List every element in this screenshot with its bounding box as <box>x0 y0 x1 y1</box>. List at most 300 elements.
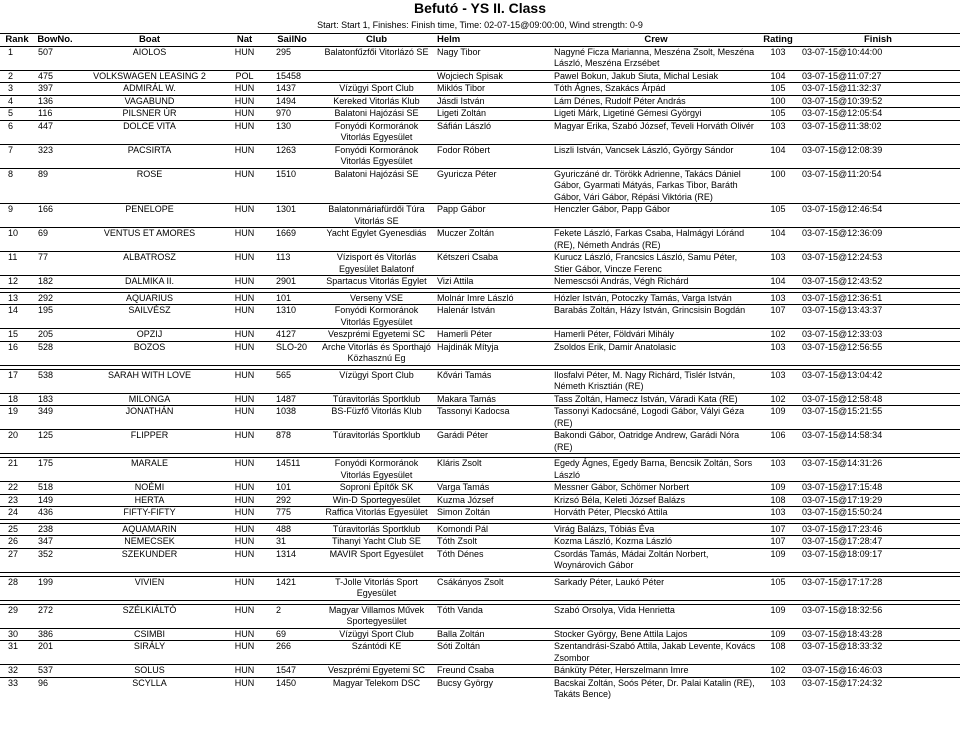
nat-cell: HUN <box>223 46 266 70</box>
bowno-cell: 69 <box>34 228 76 252</box>
club-cell: Magyar Telekom DSC <box>318 677 435 701</box>
sailno-cell: 1487 <box>266 393 318 406</box>
bowno-cell: 89 <box>34 168 76 204</box>
finish-cell: 03-07-15@12:33:03 <box>796 329 960 342</box>
bowno-cell: 116 <box>34 108 76 121</box>
table-row <box>0 576 960 600</box>
rating-cell: 102 <box>760 665 796 678</box>
col-header-rating: Rating <box>760 34 796 47</box>
finish-cell: 03-07-15@12:08:39 <box>796 144 960 168</box>
rank-cell: 33 <box>0 677 34 701</box>
rating-cell: 105 <box>760 576 796 600</box>
sailno-cell: 15458 <box>266 70 318 83</box>
helm-cell: Tassonyi Kadocsa <box>435 406 552 430</box>
table-row <box>0 292 960 305</box>
bowno-cell: 199 <box>34 576 76 600</box>
rank-cell: 5 <box>0 108 34 121</box>
rating-cell: 104 <box>760 228 796 252</box>
club-cell: Túravitorlás Sportklub <box>318 393 435 406</box>
nat-cell: HUN <box>223 144 266 168</box>
crew-cell: Nagyné Ficza Marianna, Meszéna Zsolt, Meszéna László, Meszéna Erzsébet <box>552 46 760 70</box>
bowno-cell: 166 <box>34 204 76 228</box>
table-row <box>0 228 960 252</box>
finish-cell: 03-07-15@15:50:24 <box>796 507 960 520</box>
crew-cell: Virág Balázs, Tóbiás Éva <box>552 523 760 536</box>
nat-cell: HUN <box>223 120 266 144</box>
club-cell: Veszprémi Egyetemi SC <box>318 665 435 678</box>
crew-cell: Bánküty Péter, Herszelmann Imre <box>552 665 760 678</box>
rating-cell: 103 <box>760 677 796 701</box>
crew-cell: Szentandrási-Szabó Attila, Jakab Levente, Kovács Zsombor <box>552 641 760 665</box>
rank-cell: 15 <box>0 329 34 342</box>
rank-cell: 10 <box>0 228 34 252</box>
finish-cell: 03-07-15@11:07:27 <box>796 70 960 83</box>
col-header-finish: Finish <box>796 34 960 47</box>
rating-cell: 103 <box>760 458 796 482</box>
bowno-cell: 528 <box>34 341 76 365</box>
crew-cell: Ilosfalvi Péter, M. Nagy Richárd, Tislér István, Németh Krisztián (RE) <box>552 369 760 393</box>
nat-cell: HUN <box>223 305 266 329</box>
bowno-cell: 183 <box>34 393 76 406</box>
sailno-cell: 775 <box>266 507 318 520</box>
table-row <box>0 494 960 507</box>
crew-cell: Pawel Bokun, Jakub Siuta, Michal Lesiak <box>552 70 760 83</box>
table-row <box>0 108 960 121</box>
rating-cell: 103 <box>760 341 796 365</box>
nat-cell: HUN <box>223 494 266 507</box>
helm-cell: Komondi Pál <box>435 523 552 536</box>
helm-cell: Bucsy György <box>435 677 552 701</box>
helm-cell: Nagy Tibor <box>435 46 552 70</box>
club-cell: Balatoni Hajózási SE <box>318 108 435 121</box>
finish-cell: 03-07-15@12:43:52 <box>796 276 960 289</box>
rank-cell: 9 <box>0 204 34 228</box>
club-cell: Szántódi KE <box>318 641 435 665</box>
crew-cell: Fekete László, Farkas Csaba, Halmágyi Lóránd (RE), Németh András (RE) <box>552 228 760 252</box>
rank-cell: 30 <box>0 628 34 641</box>
boat-cell: ROSE <box>76 168 223 204</box>
crew-cell: Liszli István, Vancsek László, György Sándor <box>552 144 760 168</box>
boat-cell: VIVIEN <box>76 576 223 600</box>
sailno-cell: 1038 <box>266 406 318 430</box>
table-row <box>0 536 960 549</box>
rating-cell: 104 <box>760 144 796 168</box>
crew-cell: Messner Gábor, Schömer Norbert <box>552 482 760 495</box>
club-cell: Fonyódi Kormoránok Vitorlás Egyesület <box>318 144 435 168</box>
sailno-cell: 1437 <box>266 83 318 96</box>
rank-cell: 1 <box>0 46 34 70</box>
helm-cell: Hajdinák Mítyja <box>435 341 552 365</box>
club-cell: Balatonfűzfői Vitorlázó SE <box>318 46 435 70</box>
helm-cell: Balla Zoltán <box>435 628 552 641</box>
nat-cell: HUN <box>223 95 266 108</box>
rating-cell: 103 <box>760 120 796 144</box>
helm-cell: Kétszeri Csaba <box>435 252 552 276</box>
crew-cell: Henczler Gábor, Papp Gábor <box>552 204 760 228</box>
boat-cell: OPZIJ <box>76 329 223 342</box>
bowno-cell: 272 <box>34 604 76 628</box>
table-row <box>0 430 960 454</box>
helm-cell: Papp Gábor <box>435 204 552 228</box>
boat-cell: SCYLLA <box>76 677 223 701</box>
boat-cell: FLIPPER <box>76 430 223 454</box>
bowno-cell: 475 <box>34 70 76 83</box>
bowno-cell: 77 <box>34 252 76 276</box>
finish-cell: 03-07-15@12:56:55 <box>796 341 960 365</box>
nat-cell: HUN <box>223 536 266 549</box>
rank-cell: 21 <box>0 458 34 482</box>
col-header-bowno: BowNo. <box>34 34 76 47</box>
club-cell: Balatoni Hajózási SE <box>318 168 435 204</box>
bowno-cell: 136 <box>34 95 76 108</box>
boat-cell: SZÉLKIÁLTÓ <box>76 604 223 628</box>
bowno-cell: 205 <box>34 329 76 342</box>
results-body <box>0 46 960 701</box>
crew-cell: Magyar Erika, Szabó József, Teveli Horváth Olivér <box>552 120 760 144</box>
nat-cell: HUN <box>223 341 266 365</box>
finish-cell: 03-07-15@18:43:28 <box>796 628 960 641</box>
sailno-cell: 2 <box>266 604 318 628</box>
table-row <box>0 406 960 430</box>
sailno-cell: 130 <box>266 120 318 144</box>
nat-cell: HUN <box>223 369 266 393</box>
rating-cell: 106 <box>760 430 796 454</box>
bowno-cell: 347 <box>34 536 76 549</box>
header-row <box>0 34 960 47</box>
rating-cell: 107 <box>760 305 796 329</box>
crew-cell: Tass Zoltán, Hamecz István, Váradi Kata (RE) <box>552 393 760 406</box>
rating-cell: 103 <box>760 292 796 305</box>
helm-cell: Simon Zoltán <box>435 507 552 520</box>
crew-cell: Horváth Péter, Plecskó Attila <box>552 507 760 520</box>
bowno-cell: 96 <box>34 677 76 701</box>
bowno-cell: 507 <box>34 46 76 70</box>
table-row <box>0 548 960 572</box>
sailno-cell: 113 <box>266 252 318 276</box>
table-row <box>0 341 960 365</box>
bowno-cell: 518 <box>34 482 76 495</box>
bowno-cell: 349 <box>34 406 76 430</box>
finish-cell: 03-07-15@11:32:37 <box>796 83 960 96</box>
bowno-cell: 175 <box>34 458 76 482</box>
crew-cell: Lám Dénes, Rudolf Péter András <box>552 95 760 108</box>
rank-cell: 26 <box>0 536 34 549</box>
crew-cell: Stocker György, Bene Attila Lajos <box>552 628 760 641</box>
nat-cell: HUN <box>223 83 266 96</box>
helm-cell: Freund Csaba <box>435 665 552 678</box>
sailno-cell: 295 <box>266 46 318 70</box>
table-row <box>0 46 960 70</box>
club-cell: BS-Füzfő Vitorlás Klub <box>318 406 435 430</box>
sailno-cell: 1669 <box>266 228 318 252</box>
boat-cell: PENELOPE <box>76 204 223 228</box>
crew-cell: Nemescsói András, Végh Richárd <box>552 276 760 289</box>
sailno-cell: 292 <box>266 494 318 507</box>
bowno-cell: 292 <box>34 292 76 305</box>
club-cell: Kereked Vitorlás Klub <box>318 95 435 108</box>
helm-cell: Wojciech Spisak <box>435 70 552 83</box>
finish-cell: 03-07-15@14:31:26 <box>796 458 960 482</box>
rating-cell: 105 <box>760 108 796 121</box>
sailno-cell: 970 <box>266 108 318 121</box>
boat-cell: PACSIRTA <box>76 144 223 168</box>
rank-cell: 12 <box>0 276 34 289</box>
bowno-cell: 195 <box>34 305 76 329</box>
rating-cell: 103 <box>760 369 796 393</box>
table-row <box>0 523 960 536</box>
table-row <box>0 641 960 665</box>
nat-cell: HUN <box>223 329 266 342</box>
crew-cell: Barabás Zoltán, Házy István, Grincsisin Bogdán <box>552 305 760 329</box>
table-row <box>0 83 960 96</box>
nat-cell: HUN <box>223 576 266 600</box>
nat-cell: HUN <box>223 628 266 641</box>
rating-cell: 104 <box>760 276 796 289</box>
finish-cell: 03-07-15@12:24:53 <box>796 252 960 276</box>
table-row <box>0 628 960 641</box>
finish-cell: 03-07-15@13:04:42 <box>796 369 960 393</box>
nat-cell: POL <box>223 70 266 83</box>
nat-cell: HUN <box>223 523 266 536</box>
finish-cell: 03-07-15@18:33:32 <box>796 641 960 665</box>
finish-cell: 03-07-15@12:36:09 <box>796 228 960 252</box>
rank-cell: 19 <box>0 406 34 430</box>
club-cell: Fonyódi Kormoránok Vitorlás Egyesület <box>318 458 435 482</box>
helm-cell: Makara Tamás <box>435 393 552 406</box>
finish-cell: 03-07-15@17:23:46 <box>796 523 960 536</box>
table-row <box>0 144 960 168</box>
sailno-cell: SLO-20 <box>266 341 318 365</box>
boat-cell: MILONGA <box>76 393 223 406</box>
sailno-cell: 1450 <box>266 677 318 701</box>
helm-cell: Tóth Zsolt <box>435 536 552 549</box>
crew-cell: Tassonyi Kadocsáné, Logodi Gábor, Vályi Géza (RE) <box>552 406 760 430</box>
nat-cell: HUN <box>223 677 266 701</box>
crew-cell: Bakondi Gábor, Oatridge Andrew, Garádi Nóra (RE) <box>552 430 760 454</box>
club-cell: Vízügyi Sport Club <box>318 369 435 393</box>
col-header-nat: Nat <box>223 34 266 47</box>
crew-cell: Szabó Orsolya, Vida Henrietta <box>552 604 760 628</box>
rating-cell: 104 <box>760 70 796 83</box>
table-row <box>0 677 960 701</box>
boat-cell: CSIMBI <box>76 628 223 641</box>
rank-cell: 11 <box>0 252 34 276</box>
club-cell: Vízisport és Vitorlás Egyesület Balatonf <box>318 252 435 276</box>
rank-cell: 31 <box>0 641 34 665</box>
boat-cell: FIFTY-FIFTY <box>76 507 223 520</box>
rating-cell: 109 <box>760 482 796 495</box>
boat-cell: SOLUS <box>76 665 223 678</box>
sailno-cell: 1510 <box>266 168 318 204</box>
rating-cell: 103 <box>760 46 796 70</box>
helm-cell: Halenár István <box>435 305 552 329</box>
sailno-cell: 14511 <box>266 458 318 482</box>
nat-cell: HUN <box>223 548 266 572</box>
finish-cell: 03-07-15@14:58:34 <box>796 430 960 454</box>
club-cell <box>318 70 435 83</box>
rating-cell: 102 <box>760 329 796 342</box>
nat-cell: HUN <box>223 276 266 289</box>
nat-cell: HUN <box>223 665 266 678</box>
club-cell: Fonyódi Kormoránok Vitorlás Egyesület <box>318 305 435 329</box>
club-cell: Raffica Vitorlás Egyesület <box>318 507 435 520</box>
table-row <box>0 120 960 144</box>
rating-cell: 103 <box>760 252 796 276</box>
helm-cell: Vizi Attila <box>435 276 552 289</box>
club-cell: Túravitorlás Sportklub <box>318 430 435 454</box>
sailno-cell: 31 <box>266 536 318 549</box>
finish-cell: 03-07-15@18:32:56 <box>796 604 960 628</box>
helm-cell: Muczer Zoltán <box>435 228 552 252</box>
helm-cell: Jásdi István <box>435 95 552 108</box>
boat-cell: HERTA <box>76 494 223 507</box>
rank-cell: 22 <box>0 482 34 495</box>
club-cell: Balatonmáriafürdői Túra Vitorlás SE <box>318 204 435 228</box>
nat-cell: HUN <box>223 641 266 665</box>
crew-cell: Gyuriczáné dr. Törökk Adrienne, Takács Dániel Gábor, Gyarmati Mátyás, Farkas Tibor, Baráth Gábor, Vári Gábor, Répási Viktória (RE) <box>552 168 760 204</box>
bowno-cell: 201 <box>34 641 76 665</box>
crew-cell: Kozma László, Kozma László <box>552 536 760 549</box>
boat-cell: NEMECSEK <box>76 536 223 549</box>
rating-cell: 109 <box>760 406 796 430</box>
rating-cell: 109 <box>760 604 796 628</box>
table-row <box>0 369 960 393</box>
crew-cell: Tóth Ágnes, Szakács Árpád <box>552 83 760 96</box>
sailno-cell: 69 <box>266 628 318 641</box>
col-header-helm: Helm <box>435 34 552 47</box>
club-cell: Túravitorlás Sportklub <box>318 523 435 536</box>
nat-cell: HUN <box>223 204 266 228</box>
table-row <box>0 168 960 204</box>
helm-cell: Molnár Imre László <box>435 292 552 305</box>
crew-cell: Krizsó Béla, Keleti József Balázs <box>552 494 760 507</box>
results-table <box>0 33 960 701</box>
rating-cell: 107 <box>760 523 796 536</box>
table-row <box>0 604 960 628</box>
club-cell: Arche Vitorlás és Sporthajó Közhasznú Eg <box>318 341 435 365</box>
nat-cell: HUN <box>223 228 266 252</box>
helm-cell: Csákányos Zsolt <box>435 576 552 600</box>
club-cell: Win-D Sportegyesület <box>318 494 435 507</box>
crew-cell: Kurucz László, Francsics László, Samu Péter, Stier Gábor, Vincze Ferenc <box>552 252 760 276</box>
table-row <box>0 276 960 289</box>
rank-cell: 13 <box>0 292 34 305</box>
col-header-boat: Boat <box>76 34 223 47</box>
nat-cell: HUN <box>223 507 266 520</box>
crew-cell: Sarkady Péter, Laukó Péter <box>552 576 760 600</box>
sailno-cell: 4127 <box>266 329 318 342</box>
finish-cell: 03-07-15@12:46:54 <box>796 204 960 228</box>
rank-cell: 14 <box>0 305 34 329</box>
rating-cell: 107 <box>760 536 796 549</box>
boat-cell: VENTUS ET AMORES <box>76 228 223 252</box>
sailno-cell: 565 <box>266 369 318 393</box>
finish-cell: 03-07-15@10:39:52 <box>796 95 960 108</box>
table-row <box>0 204 960 228</box>
boat-cell: AQUAMARIN <box>76 523 223 536</box>
boat-cell: SZEKUNDER <box>76 548 223 572</box>
club-cell: Yacht Egylet Gyenesdiás <box>318 228 435 252</box>
rank-cell: 17 <box>0 369 34 393</box>
rank-cell: 8 <box>0 168 34 204</box>
club-cell: Veszprémi Egyetemi SC <box>318 329 435 342</box>
boat-cell: DOLCE VITA <box>76 120 223 144</box>
finish-cell: 03-07-15@17:24:32 <box>796 677 960 701</box>
boat-cell: AIOLOS <box>76 46 223 70</box>
bowno-cell: 447 <box>34 120 76 144</box>
boat-cell: NOÉMI <box>76 482 223 495</box>
rank-cell: 23 <box>0 494 34 507</box>
col-header-sailno: SailNo <box>266 34 318 47</box>
rating-cell: 100 <box>760 95 796 108</box>
finish-cell: 03-07-15@12:58:48 <box>796 393 960 406</box>
sailno-cell: 1494 <box>266 95 318 108</box>
sailno-cell: 878 <box>266 430 318 454</box>
club-cell: Verseny VSE <box>318 292 435 305</box>
helm-cell: Tóth Dénes <box>435 548 552 572</box>
finish-cell: 03-07-15@17:19:29 <box>796 494 960 507</box>
table-row <box>0 305 960 329</box>
club-cell: Soproni Építők SK <box>318 482 435 495</box>
helm-cell: Kővári Tamás <box>435 369 552 393</box>
club-cell: Fonyódi Kormoránok Vitorlás Egyesület <box>318 120 435 144</box>
club-cell: MAVIR Sport Egyesület <box>318 548 435 572</box>
table-row <box>0 665 960 678</box>
sailno-cell: 101 <box>266 482 318 495</box>
page-title: Befutó - YS II. Class <box>414 0 546 16</box>
rank-cell: 32 <box>0 665 34 678</box>
nat-cell: HUN <box>223 108 266 121</box>
finish-cell: 03-07-15@11:38:02 <box>796 120 960 144</box>
boat-cell: VOLKSWAGEN LEASING 2 <box>76 70 223 83</box>
nat-cell: HUN <box>223 168 266 204</box>
rank-cell: 3 <box>0 83 34 96</box>
helm-cell: Garádi Péter <box>435 430 552 454</box>
club-cell: Vízügyi Sport Club <box>318 628 435 641</box>
boat-cell: BOZOS <box>76 341 223 365</box>
finish-cell: 03-07-15@15:21:55 <box>796 406 960 430</box>
finish-cell: 03-07-15@18:09:17 <box>796 548 960 572</box>
nat-cell: HUN <box>223 406 266 430</box>
race-info: Start: Start 1, Finishes: Finish time, Time: 02-07-15@09:00:00, Wind strength: 0-9 <box>317 20 643 30</box>
table-row <box>0 482 960 495</box>
sailno-cell: 1301 <box>266 204 318 228</box>
rating-cell: 108 <box>760 494 796 507</box>
finish-cell: 03-07-15@16:46:03 <box>796 665 960 678</box>
helm-cell: Sóti Zoltán <box>435 641 552 665</box>
rating-cell: 109 <box>760 628 796 641</box>
sailno-cell: 101 <box>266 292 318 305</box>
table-row <box>0 95 960 108</box>
nat-cell: HUN <box>223 458 266 482</box>
nat-cell: HUN <box>223 482 266 495</box>
sailno-cell: 488 <box>266 523 318 536</box>
boat-cell: SAILVÉSZ <box>76 305 223 329</box>
rank-cell: 27 <box>0 548 34 572</box>
rank-cell: 25 <box>0 523 34 536</box>
boat-cell: ALBATROSZ <box>76 252 223 276</box>
bowno-cell: 537 <box>34 665 76 678</box>
boat-cell: MARALE <box>76 458 223 482</box>
bowno-cell: 125 <box>34 430 76 454</box>
boat-cell: SIRÁLY <box>76 641 223 665</box>
rating-cell: 105 <box>760 83 796 96</box>
rank-cell: 4 <box>0 95 34 108</box>
rank-cell: 2 <box>0 70 34 83</box>
rating-cell: 105 <box>760 204 796 228</box>
boat-cell: JONATHÁN <box>76 406 223 430</box>
nat-cell: HUN <box>223 252 266 276</box>
